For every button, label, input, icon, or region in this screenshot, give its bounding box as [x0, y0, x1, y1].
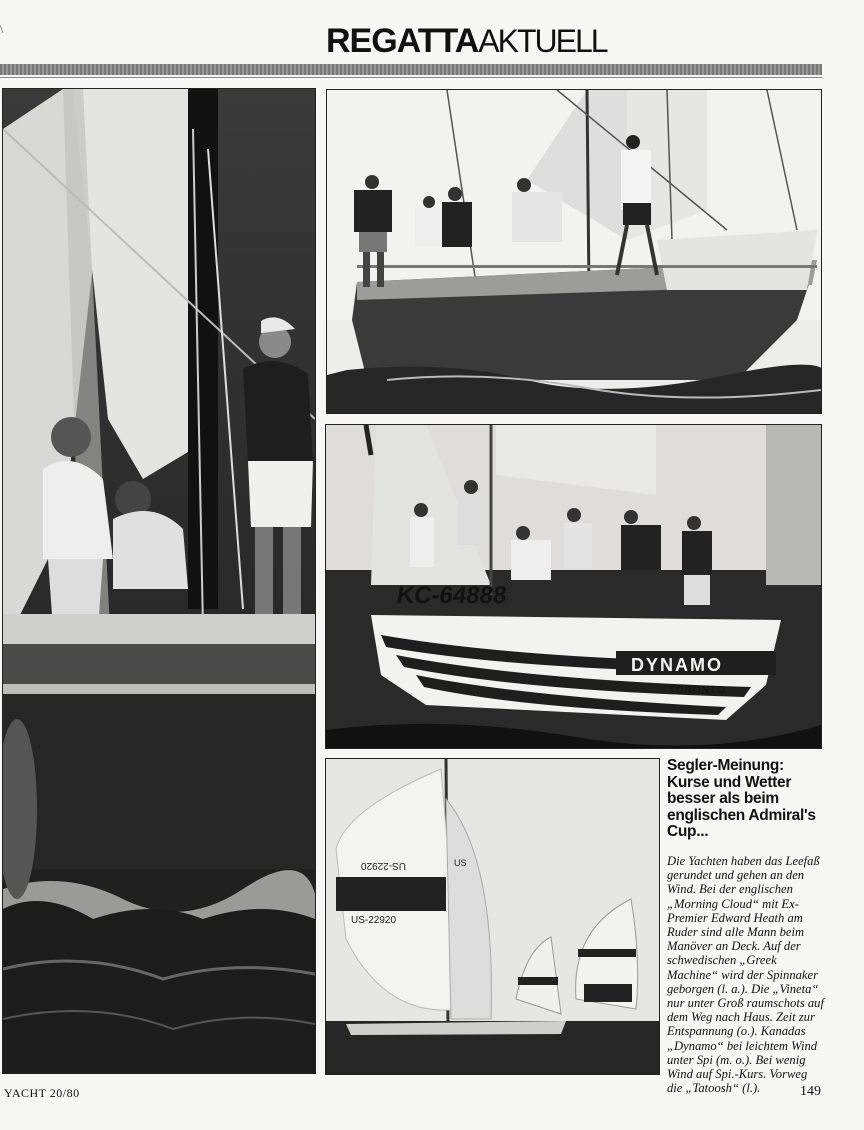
page-header [326, 22, 607, 61]
photo-top-svg [327, 90, 821, 413]
photo-morning-cloud-crew [2, 88, 316, 1074]
dynamo-hull-name: DYNAMO [631, 655, 723, 675]
photo-dynamo [325, 424, 822, 749]
header-title-bold: REGATTA [326, 22, 479, 60]
header-rule [0, 64, 822, 75]
photo-left-svg [3, 89, 315, 1073]
caption-headline: Segler-Meinung: Kurse und Wetter besser als beim englischen Admiral's Cup... [667, 757, 816, 840]
corner-mark: \ [0, 22, 4, 36]
tatoosh-sail-text-top: US-22920 [360, 860, 406, 871]
tatoosh-sail-text-small: US [454, 858, 467, 868]
photo-middle-svg [326, 425, 821, 748]
photo-tatoosh-spinnakers [325, 758, 660, 1075]
caption-body: Die Yachten haben das Leefaß gerundet und gehen an den Wind. Bei der englischen „Morning Cloud“ mit Ex-Premier Edward Heath am Ruder sind alle Mann beim Manöver an Deck. Auf der schwedischen „Greek Machine“ wird der Spinnaker geborgen (l. a.). Die „Vineta“ nur unter Groß raumschots auf dem Weg nach Haus. Zeit zur Entspannung (o.). Kanadas „Dynamo“ bei leichtem Wind unter Spi (m. o.). Bei wenig Wind auf Spi.-Kurs. Vorweg die „Tatoosh“ (l.). [667, 854, 824, 1096]
header-title-light: AKTUELL [478, 23, 607, 59]
footer-issue: YACHT 20/80 [4, 1086, 80, 1100]
dynamo-hull-port: TORONTO [669, 685, 726, 696]
tatoosh-sail-text-mid: US-22920 [351, 915, 397, 926]
footer-page-number: 149 [800, 1084, 821, 1099]
photo-vineta-relaxing-crew [326, 89, 822, 414]
header-rule-thin [0, 77, 822, 78]
photo-bottom-svg [326, 759, 659, 1074]
dynamo-sail-number: KC-64888 [395, 582, 509, 609]
